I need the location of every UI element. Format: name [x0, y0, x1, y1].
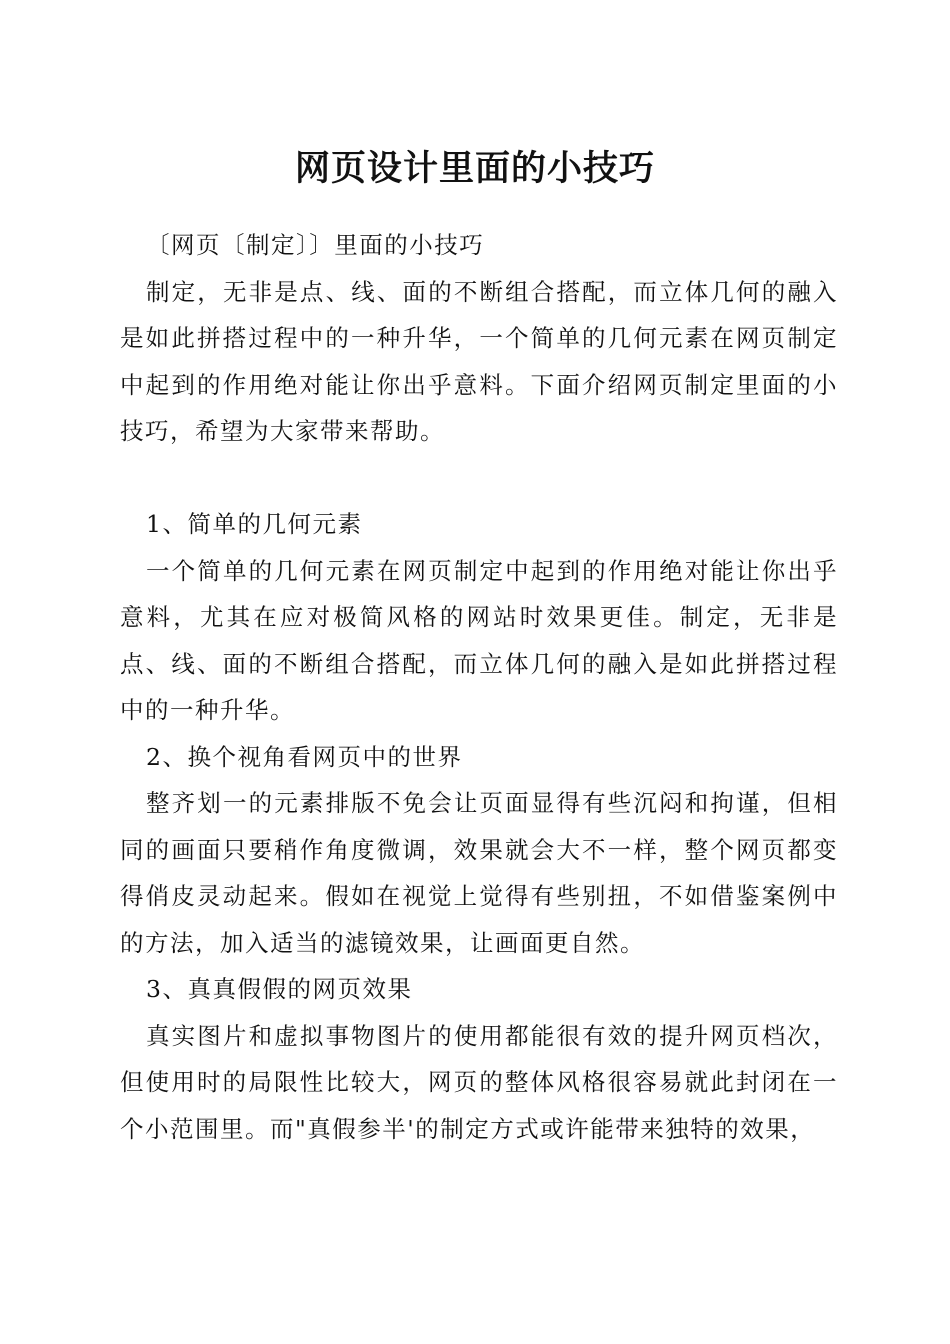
document-title: 网页设计里面的小技巧	[294, 148, 655, 189]
section-heading-3: 3、真真假假的网页效果	[146, 975, 413, 1003]
section-paragraph-1: 一个简单的几何元素在网页制定中起到的作用绝对能让你出乎意料，尤其在应对极简风格的网站时效果更佳。制定，无非是点、线、面的不断组合搭配，而立体几何的融入是如此拼搭过程中的一种升华。	[120, 556, 838, 724]
section-heading-2: 2、换个视角看网页中的世界	[146, 742, 463, 771]
section-paragraph-3: 真实图片和虚拟事物图片的使用都能很有效的提升网页档次，但使用时的局限性比较大，网页的整体风格很容易就此封闭在一个小范围里。而"真假参半'的制定方式或许能带来独特的效果，	[120, 1021, 838, 1143]
intro-paragraph: 制定，无非是点、线、面的不断组合搭配，而立体几何的融入是如此拼搭过程中的一种升华，一个简单的几何元素在网页制定中起到的作用绝对能让你出乎意料。下面介绍网页制定里面的小技巧，希望为大家带来帮助。	[120, 277, 838, 445]
document-subtitle: 〔网页〔制定〕〕里面的小技巧	[146, 231, 485, 259]
paragraph-spacer	[120, 455, 838, 502]
section-heading-1: 1、简单的几何元素	[146, 510, 363, 538]
document-body	[120, 222, 838, 1152]
section-paragraph-2: 整齐划一的元素排版不免会让页面显得有些沉闷和拘谨，但相同的画面只要稍作角度微调，效果就会大不一样，整个网页都变得俏皮灵动起来。假如在视觉上觉得有些别扭，不如借鉴案例中的方法，加入适当的滤镜效果，让画面更自然。	[120, 789, 838, 957]
